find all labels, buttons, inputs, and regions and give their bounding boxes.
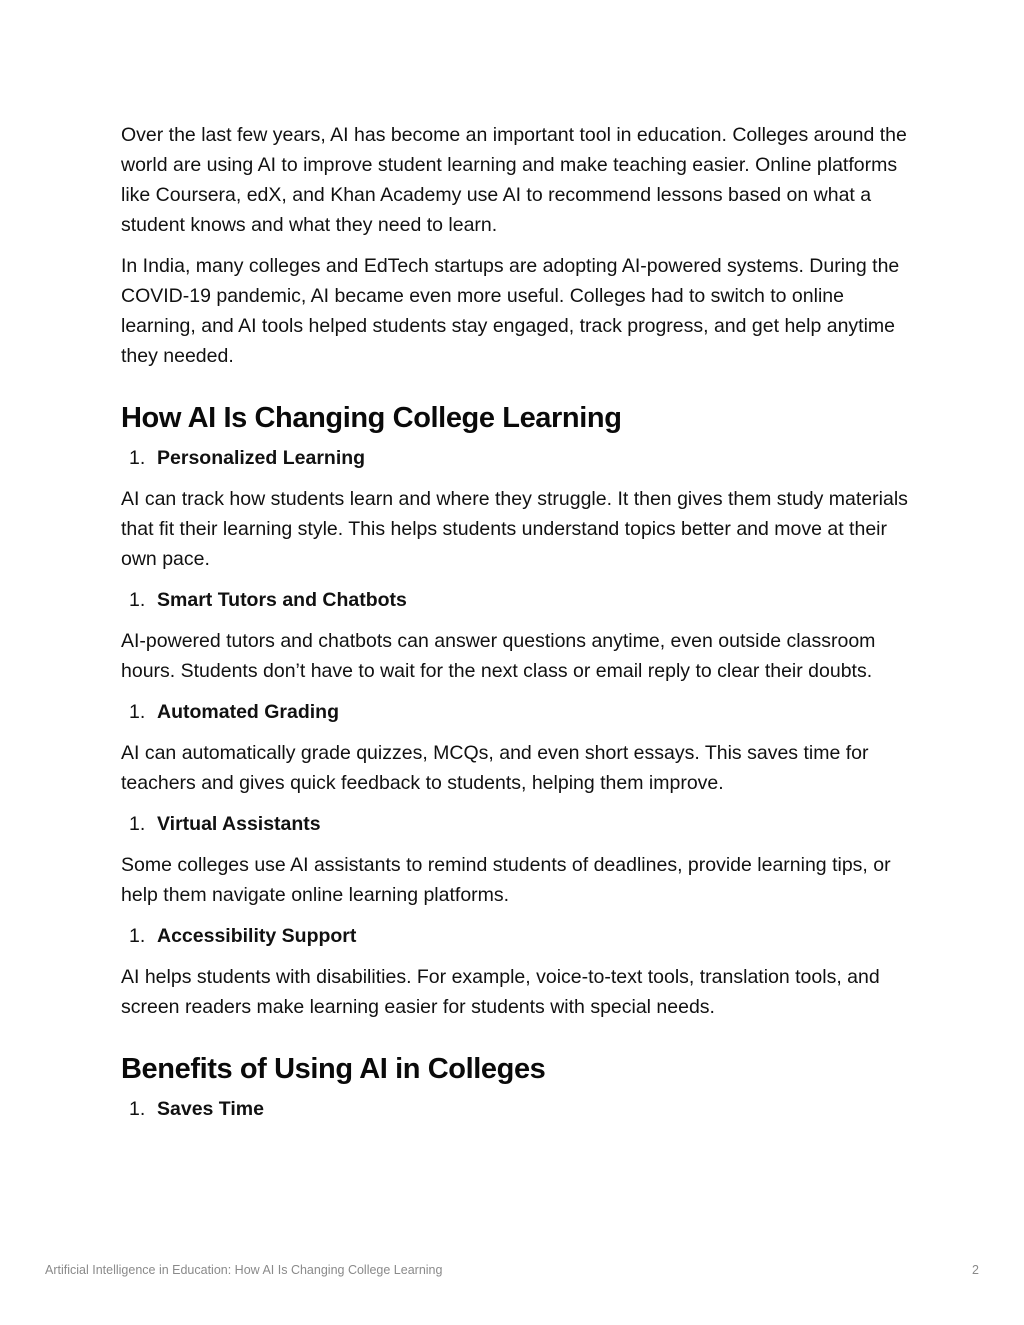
list-number: 1.	[129, 447, 146, 469]
list-number: 1.	[129, 589, 146, 611]
list-item-label: Automated Grading	[157, 701, 340, 723]
list-item-label: Accessibility Support	[157, 925, 357, 947]
list-item	[121, 921, 911, 951]
list-number: 1.	[129, 925, 146, 947]
item-paragraph: AI helps students with disabilities. For example, voice-to-text tools, translation tools, and screen readers make learning easier for students with special needs.	[121, 966, 880, 1018]
section-heading: How AI Is Changing College Learning	[121, 402, 622, 434]
list-item-label: Virtual Assistants	[157, 813, 321, 835]
item-paragraph: AI can automatically grade quizzes, MCQs, and even short essays. This saves time for teachers and gives quick feedback to students, helping them improve.	[121, 742, 869, 794]
item-paragraph: Some colleges use AI assistants to remind students of deadlines, provide learning tips, or help them navigate online learning platforms.	[121, 854, 891, 906]
list-item	[121, 809, 911, 839]
item-paragraph: AI-powered tutors and chatbots can answer questions anytime, even outside classroom hours. Students don’t have to wait for the next class or email reply to clear their doubts.	[121, 630, 876, 682]
list-item-label: Smart Tutors and Chatbots	[157, 589, 407, 611]
intro-paragraph: Over the last few years, AI has become an important tool in education. Colleges around the world are using AI to improve student learning and make teaching easier. Online platforms like Coursera, edX, and Khan Academy use AI to recommend lessons based on what a student knows and what they need to learn.	[121, 124, 907, 236]
section-heading: Benefits of Using AI in Colleges	[121, 1053, 546, 1085]
item-paragraph: AI can track how students learn and where they struggle. It then gives them study materials that fit their learning style. This helps students understand topics better and move at their own pace.	[121, 488, 908, 570]
document-body	[121, 120, 911, 1135]
page-footer	[45, 1262, 979, 1278]
list-item	[121, 697, 911, 727]
intro-paragraph: In India, many colleges and EdTech startups are adopting AI-powered systems. During the COVID-19 pandemic, AI became even more useful. Colleges had to switch to online learning, and AI tools helped students stay engaged, track progress, and get help anytime they needed.	[121, 255, 900, 367]
list-item	[121, 585, 911, 615]
list-item-label: Saves Time	[157, 1098, 264, 1120]
list-number: 1.	[129, 1098, 146, 1120]
footer-title: Artificial Intelligence in Education: How AI Is Changing College Learning	[45, 1263, 443, 1277]
list-item	[121, 443, 911, 473]
list-item	[121, 1094, 911, 1124]
list-number: 1.	[129, 701, 146, 723]
list-number: 1.	[129, 813, 146, 835]
list-item-label: Personalized Learning	[157, 447, 366, 469]
page-number: 2	[972, 1263, 979, 1277]
